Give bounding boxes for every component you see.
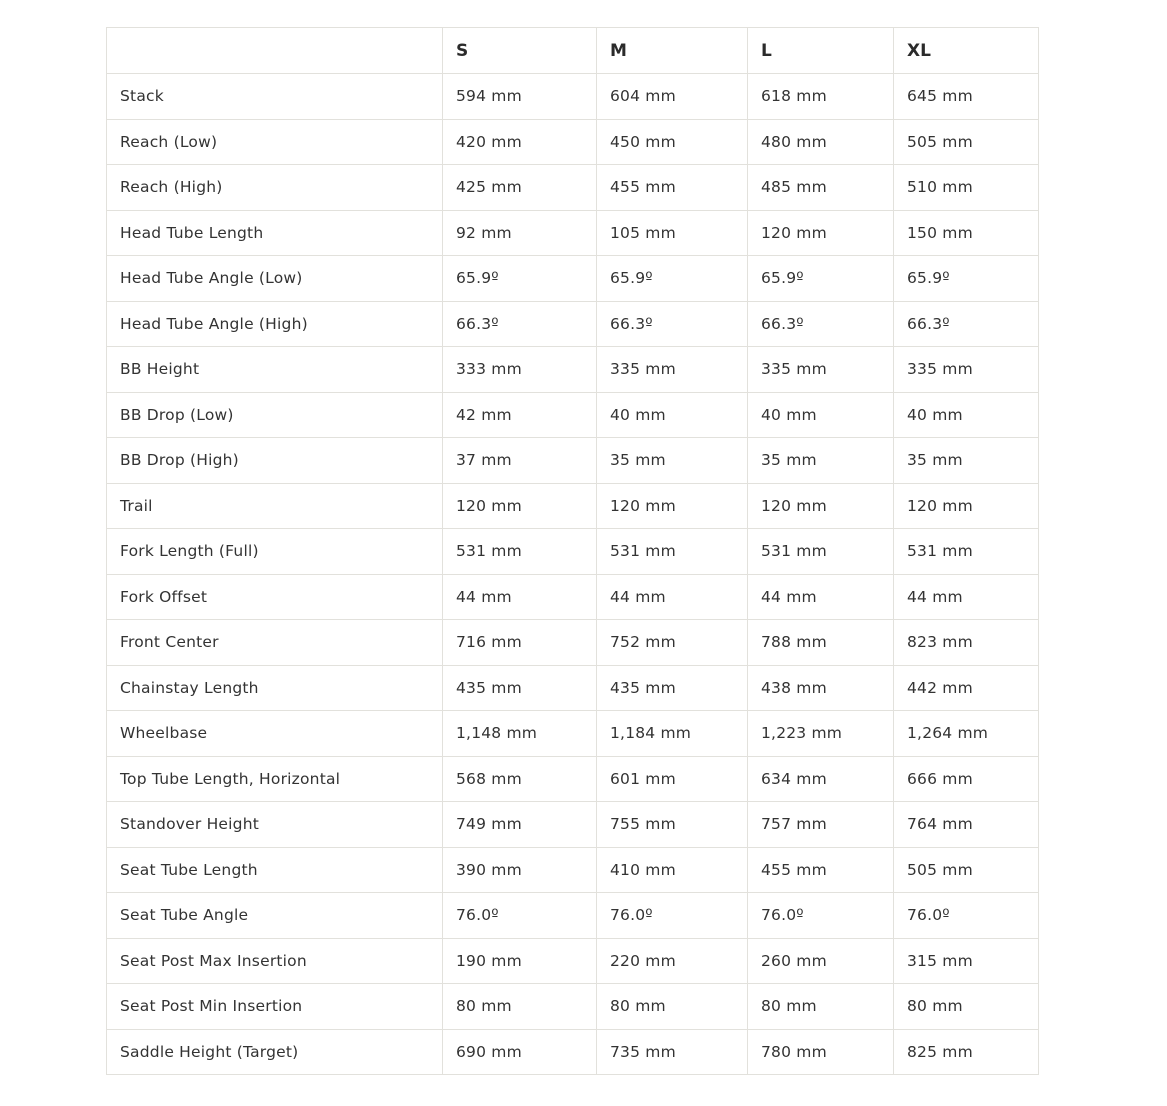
header-cell-size-xl: XL (894, 28, 1039, 74)
value-cell-l: 618 mm (748, 74, 894, 120)
header-cell-size-l: L (748, 28, 894, 74)
value-cell-s: 66.3º (443, 301, 597, 347)
header-cell-blank (107, 28, 443, 74)
value-cell-m: 735 mm (597, 1029, 748, 1075)
value-cell-xl: 44 mm (894, 574, 1039, 620)
value-cell-xl: 315 mm (894, 938, 1039, 984)
value-cell-m: 455 mm (597, 165, 748, 211)
value-cell-xl: 505 mm (894, 119, 1039, 165)
value-cell-l: 260 mm (748, 938, 894, 984)
table-row (107, 256, 1039, 302)
value-cell-s: 716 mm (443, 620, 597, 666)
value-cell-xl: 150 mm (894, 210, 1039, 256)
value-cell-m: 755 mm (597, 802, 748, 848)
value-cell-xl: 335 mm (894, 347, 1039, 393)
row-label: Seat Post Max Insertion (107, 938, 443, 984)
row-label: Chainstay Length (107, 665, 443, 711)
value-cell-l: 480 mm (748, 119, 894, 165)
table-row (107, 802, 1039, 848)
row-label: Standover Height (107, 802, 443, 848)
value-cell-l: 455 mm (748, 847, 894, 893)
table-row (107, 210, 1039, 256)
value-cell-xl: 666 mm (894, 756, 1039, 802)
value-cell-s: 190 mm (443, 938, 597, 984)
table-row (107, 347, 1039, 393)
value-cell-l: 80 mm (748, 984, 894, 1030)
table-row (107, 483, 1039, 529)
value-cell-s: 44 mm (443, 574, 597, 620)
value-cell-m: 531 mm (597, 529, 748, 575)
value-cell-xl: 645 mm (894, 74, 1039, 120)
row-label: BB Height (107, 347, 443, 393)
value-cell-xl: 505 mm (894, 847, 1039, 893)
value-cell-l: 120 mm (748, 483, 894, 529)
table-row (107, 938, 1039, 984)
row-label: Front Center (107, 620, 443, 666)
row-label: Head Tube Length (107, 210, 443, 256)
value-cell-m: 76.0º (597, 893, 748, 939)
value-cell-l: 780 mm (748, 1029, 894, 1075)
header-cell-size-s: S (443, 28, 597, 74)
table-row (107, 847, 1039, 893)
row-label: Seat Tube Angle (107, 893, 443, 939)
row-label: BB Drop (Low) (107, 392, 443, 438)
value-cell-m: 40 mm (597, 392, 748, 438)
value-cell-xl: 66.3º (894, 301, 1039, 347)
value-cell-s: 690 mm (443, 1029, 597, 1075)
value-cell-m: 604 mm (597, 74, 748, 120)
value-cell-l: 65.9º (748, 256, 894, 302)
table-row (107, 620, 1039, 666)
table-row (107, 665, 1039, 711)
value-cell-l: 44 mm (748, 574, 894, 620)
value-cell-s: 568 mm (443, 756, 597, 802)
value-cell-s: 92 mm (443, 210, 597, 256)
table-row (107, 1029, 1039, 1075)
table-row (107, 165, 1039, 211)
row-label: Fork Length (Full) (107, 529, 443, 575)
table-row (107, 756, 1039, 802)
value-cell-m: 335 mm (597, 347, 748, 393)
value-cell-s: 435 mm (443, 665, 597, 711)
row-label: Fork Offset (107, 574, 443, 620)
value-cell-xl: 120 mm (894, 483, 1039, 529)
value-cell-m: 1,184 mm (597, 711, 748, 757)
row-label: Top Tube Length, Horizontal (107, 756, 443, 802)
value-cell-l: 531 mm (748, 529, 894, 575)
value-cell-m: 450 mm (597, 119, 748, 165)
value-cell-m: 435 mm (597, 665, 748, 711)
table-row (107, 984, 1039, 1030)
value-cell-m: 601 mm (597, 756, 748, 802)
value-cell-l: 120 mm (748, 210, 894, 256)
value-cell-m: 410 mm (597, 847, 748, 893)
table-row (107, 438, 1039, 484)
value-cell-s: 120 mm (443, 483, 597, 529)
row-label: Reach (High) (107, 165, 443, 211)
value-cell-m: 44 mm (597, 574, 748, 620)
row-label: Wheelbase (107, 711, 443, 757)
value-cell-m: 220 mm (597, 938, 748, 984)
value-cell-m: 65.9º (597, 256, 748, 302)
table-row (107, 301, 1039, 347)
value-cell-s: 749 mm (443, 802, 597, 848)
value-cell-m: 120 mm (597, 483, 748, 529)
row-label: Trail (107, 483, 443, 529)
value-cell-xl: 442 mm (894, 665, 1039, 711)
value-cell-xl: 510 mm (894, 165, 1039, 211)
value-cell-xl: 40 mm (894, 392, 1039, 438)
value-cell-l: 40 mm (748, 392, 894, 438)
header-row (107, 28, 1039, 74)
value-cell-s: 76.0º (443, 893, 597, 939)
value-cell-m: 35 mm (597, 438, 748, 484)
value-cell-l: 485 mm (748, 165, 894, 211)
row-label: BB Drop (High) (107, 438, 443, 484)
value-cell-xl: 65.9º (894, 256, 1039, 302)
value-cell-s: 65.9º (443, 256, 597, 302)
table-row (107, 119, 1039, 165)
table-row (107, 74, 1039, 120)
row-label: Head Tube Angle (High) (107, 301, 443, 347)
value-cell-l: 335 mm (748, 347, 894, 393)
value-cell-xl: 764 mm (894, 802, 1039, 848)
value-cell-l: 1,223 mm (748, 711, 894, 757)
row-label: Head Tube Angle (Low) (107, 256, 443, 302)
value-cell-m: 66.3º (597, 301, 748, 347)
value-cell-s: 1,148 mm (443, 711, 597, 757)
value-cell-s: 42 mm (443, 392, 597, 438)
value-cell-xl: 35 mm (894, 438, 1039, 484)
value-cell-s: 333 mm (443, 347, 597, 393)
value-cell-s: 594 mm (443, 74, 597, 120)
value-cell-m: 80 mm (597, 984, 748, 1030)
value-cell-s: 37 mm (443, 438, 597, 484)
value-cell-s: 531 mm (443, 529, 597, 575)
value-cell-s: 80 mm (443, 984, 597, 1030)
table-row (107, 574, 1039, 620)
value-cell-s: 425 mm (443, 165, 597, 211)
value-cell-m: 752 mm (597, 620, 748, 666)
value-cell-xl: 531 mm (894, 529, 1039, 575)
value-cell-l: 757 mm (748, 802, 894, 848)
table-row (107, 392, 1039, 438)
value-cell-l: 788 mm (748, 620, 894, 666)
value-cell-xl: 80 mm (894, 984, 1039, 1030)
table-header (107, 28, 1039, 74)
row-label: Saddle Height (Target) (107, 1029, 443, 1075)
row-label: Stack (107, 74, 443, 120)
geometry-table (106, 27, 1039, 1075)
value-cell-l: 66.3º (748, 301, 894, 347)
header-cell-size-m: M (597, 28, 748, 74)
table-row (107, 529, 1039, 575)
value-cell-xl: 825 mm (894, 1029, 1039, 1075)
row-label: Seat Post Min Insertion (107, 984, 443, 1030)
value-cell-s: 420 mm (443, 119, 597, 165)
value-cell-l: 438 mm (748, 665, 894, 711)
row-label: Seat Tube Length (107, 847, 443, 893)
value-cell-l: 634 mm (748, 756, 894, 802)
value-cell-xl: 1,264 mm (894, 711, 1039, 757)
table-body (107, 74, 1039, 1075)
value-cell-s: 390 mm (443, 847, 597, 893)
value-cell-m: 105 mm (597, 210, 748, 256)
value-cell-l: 76.0º (748, 893, 894, 939)
table-row (107, 711, 1039, 757)
value-cell-xl: 823 mm (894, 620, 1039, 666)
row-label: Reach (Low) (107, 119, 443, 165)
value-cell-l: 35 mm (748, 438, 894, 484)
value-cell-xl: 76.0º (894, 893, 1039, 939)
table-row (107, 893, 1039, 939)
